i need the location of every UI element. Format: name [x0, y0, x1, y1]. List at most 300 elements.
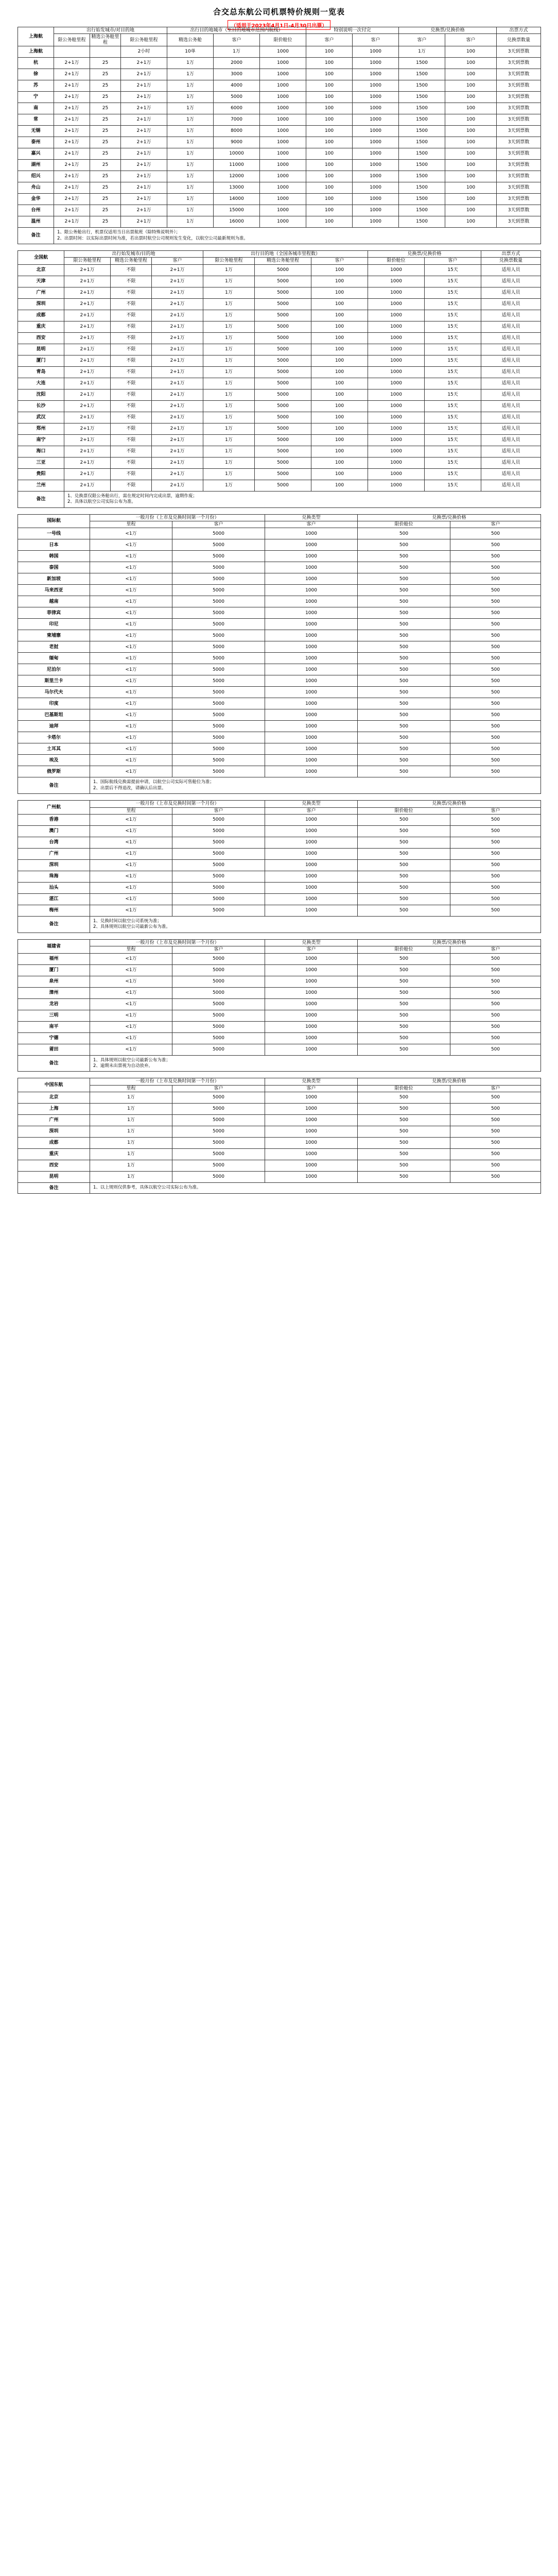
table-cell: 500: [450, 1044, 541, 1055]
sub-header: 限公务舱里程: [203, 258, 255, 264]
table-cell: 3天到票数: [497, 194, 541, 205]
row-destination: 柬埔寨: [18, 630, 90, 641]
table-cell: 5000: [172, 664, 265, 675]
table-cell: 不限: [111, 366, 152, 378]
table-cell: 500: [358, 1032, 450, 1044]
table-row: [18, 1021, 541, 1032]
table-cell: 1000: [260, 69, 306, 80]
table-cell: 不限: [111, 298, 152, 310]
note-text: [90, 916, 541, 933]
table-row: [18, 480, 541, 491]
table-cell: 100: [311, 457, 368, 468]
table-cell: 1000: [368, 321, 425, 332]
sub-header: 客户: [425, 258, 481, 264]
table-cell: [90, 46, 121, 58]
table-cell: 1万: [203, 412, 255, 423]
table-cell: 15天: [425, 412, 481, 423]
table-cell: 500: [358, 1104, 450, 1115]
sub-header: 客户: [450, 946, 541, 953]
sub-header: 客户: [265, 1085, 358, 1092]
table-cell: 2+1万: [54, 58, 90, 69]
table-row: [18, 332, 541, 344]
table-row: [18, 964, 541, 976]
table-cell: 500: [450, 596, 541, 607]
table-cell: 500: [450, 743, 541, 755]
table-cell: 16000: [214, 216, 260, 228]
table-cell: 3天到票数: [497, 137, 541, 148]
table-cell: 5000: [172, 1021, 265, 1032]
table-cell: 不限: [111, 446, 152, 457]
table-cell: 2+1万: [54, 148, 90, 160]
note-label: 备注: [18, 777, 90, 794]
table-cell: 1万: [90, 1126, 172, 1138]
table-cell: 5000: [255, 468, 311, 480]
table-cell: 100: [306, 148, 353, 160]
table-cell: 1000: [265, 551, 358, 562]
table-cell: 100: [311, 446, 368, 457]
table-row: [18, 825, 541, 837]
table-row: [18, 573, 541, 585]
table-cell: 2+1万: [54, 137, 90, 148]
table-cell: 100: [311, 298, 368, 310]
table-cell: 3天到票数: [497, 58, 541, 69]
table-cell: 1000: [260, 58, 306, 69]
table-row: [18, 1138, 541, 1149]
row-destination: 老挝: [18, 641, 90, 653]
table-cell: 5000: [172, 814, 265, 825]
table-cell: 500: [450, 1160, 541, 1172]
table-cell: 100: [445, 69, 497, 80]
table-cell: 2+1万: [152, 344, 203, 355]
row-destination: 沈阳: [18, 389, 64, 400]
table-row: [18, 1149, 541, 1160]
sub-header: 限公务舱里程: [54, 34, 90, 46]
row-destination: 北京: [18, 1092, 90, 1104]
table-cell: 5000: [172, 825, 265, 837]
sub-header: 客户: [172, 521, 265, 528]
table-cell: 500: [450, 528, 541, 539]
table-cell: 2+1万: [152, 366, 203, 378]
section-china: [18, 1078, 540, 1193]
column-header: 兑换票/兑换价格: [358, 939, 541, 946]
row-destination: 昆明: [18, 344, 64, 355]
note-line: 1、兑换票仅限公务舱出行，需在规定时间内完成出票，逾期作废；: [67, 493, 197, 499]
shanghai-rows: [18, 46, 541, 228]
row-destination: 迪拜: [18, 721, 90, 732]
table-cell: 5000: [172, 619, 265, 630]
table-cell: 适用人员: [481, 412, 541, 423]
table-row: [18, 596, 541, 607]
table-cell: 100: [311, 468, 368, 480]
table-cell: 500: [450, 814, 541, 825]
table-cell: 1500: [399, 69, 445, 80]
table-cell: 5000: [172, 953, 265, 964]
table-cell: 5000: [172, 573, 265, 585]
table-cell: 1000: [368, 412, 425, 423]
table-cell: 3天到票数: [497, 126, 541, 137]
table-cell: 5000: [255, 276, 311, 287]
row-destination: 常: [18, 114, 54, 126]
table-cell: 1万: [167, 171, 214, 182]
table-cell: 500: [450, 964, 541, 976]
table-cell: 1万: [203, 468, 255, 480]
table-cell: 1000: [265, 1032, 358, 1044]
section-hk: [18, 800, 540, 933]
table-cell: <1万: [90, 709, 172, 721]
table-row: [18, 400, 541, 412]
table-row: [18, 298, 541, 310]
table-cell: 5000: [255, 423, 311, 434]
table-cell: 1000: [353, 148, 399, 160]
table-cell: <1万: [90, 848, 172, 859]
table-cell: 2+1万: [152, 298, 203, 310]
table-cell: 5000: [172, 871, 265, 882]
table-cell: 2+1万: [121, 114, 167, 126]
table-cell: <1万: [90, 1032, 172, 1044]
table-cell: 5000: [172, 585, 265, 596]
table-row: [18, 732, 541, 743]
table-cell: 100: [445, 160, 497, 171]
table-cell: 1万: [203, 378, 255, 389]
table-cell: 2+1万: [121, 80, 167, 92]
table-cell: 1000: [353, 171, 399, 182]
table-cell: 1000: [265, 607, 358, 619]
table-cell: 适用人员: [481, 468, 541, 480]
section-title: 国际航: [18, 514, 90, 528]
table-cell: 1000: [265, 641, 358, 653]
table-cell: 500: [358, 1092, 450, 1104]
table-cell: 适用人员: [481, 287, 541, 298]
table-cell: 1万: [167, 216, 214, 228]
table-cell: 2+1万: [152, 434, 203, 446]
column-header: 兑换票/兑换价格: [358, 1078, 541, 1085]
table-cell: 2+1万: [64, 332, 111, 344]
table-cell: 1万: [203, 344, 255, 355]
table-row: [18, 893, 541, 905]
table-cell: 5000: [172, 562, 265, 573]
note-line: 1、国际航线兑换需提前申请，以航空公司实际可售舱位为准；: [93, 779, 214, 785]
table-cell: <1万: [90, 619, 172, 630]
table-cell: 15天: [425, 468, 481, 480]
table-cell: 25: [90, 194, 121, 205]
table-cell: 1万: [167, 103, 214, 114]
table-cell: <1万: [90, 732, 172, 743]
row-destination: 韩国: [18, 551, 90, 562]
table-cell: 15天: [425, 434, 481, 446]
china-rows: [18, 1092, 541, 1183]
table-row: [18, 766, 541, 777]
row-destination: 郑州: [18, 423, 64, 434]
table-cell: 1000: [265, 766, 358, 777]
table-cell: 1000: [260, 114, 306, 126]
table-cell: 1000: [353, 69, 399, 80]
table-cell: 适用人员: [481, 389, 541, 400]
intl-table: [18, 514, 541, 794]
table-cell: 100: [445, 46, 497, 58]
column-header: 出行目的地（全国各城市里程数）: [203, 250, 368, 257]
table-cell: 2+1万: [121, 126, 167, 137]
row-destination: 台湾: [18, 837, 90, 848]
table-cell: <1万: [90, 987, 172, 998]
row-destination: 南平: [18, 1021, 90, 1032]
table-cell: 1000: [353, 137, 399, 148]
table-row: [18, 953, 541, 964]
table-row: [18, 1104, 541, 1115]
table-cell: 14000: [214, 194, 260, 205]
national-table: [18, 250, 541, 508]
table-cell: 5000: [214, 92, 260, 103]
table-cell: <1万: [90, 585, 172, 596]
table-cell: <1万: [90, 573, 172, 585]
table-cell: 1万: [203, 321, 255, 332]
table-cell: 1000: [265, 964, 358, 976]
column-header: 特别说明一次付完: [306, 27, 399, 34]
sub-header: 里程: [90, 946, 172, 953]
table-cell: 500: [358, 551, 450, 562]
table-cell: 适用人员: [481, 310, 541, 321]
table-cell: 100: [445, 103, 497, 114]
table-cell: 5000: [255, 298, 311, 310]
table-row: [18, 882, 541, 893]
table-cell: 1000: [353, 160, 399, 171]
table-row: [18, 641, 541, 653]
table-cell: 100: [311, 423, 368, 434]
table-row: [18, 366, 541, 378]
table-cell: 500: [358, 709, 450, 721]
table-row: [18, 423, 541, 434]
table-cell: 500: [358, 653, 450, 664]
table-cell: 100: [311, 344, 368, 355]
table-cell: 1000: [265, 953, 358, 964]
table-cell: 2+1万: [152, 412, 203, 423]
note-label: 备注: [18, 1055, 90, 1072]
table-row: [18, 607, 541, 619]
table-cell: 1万: [203, 400, 255, 412]
table-cell: 1万: [167, 160, 214, 171]
table-cell: 5000: [172, 837, 265, 848]
table-cell: 2+1万: [64, 434, 111, 446]
table-cell: 5000: [172, 1138, 265, 1149]
note-text: [90, 1183, 541, 1193]
table-cell: 5000: [172, 675, 265, 687]
table-cell: 100: [306, 137, 353, 148]
table-cell: 2+1万: [121, 92, 167, 103]
column-header: 兑换类型: [265, 801, 358, 807]
table-cell: 2+1万: [64, 355, 111, 366]
row-destination: 长沙: [18, 400, 64, 412]
table-row: [18, 276, 541, 287]
row-destination: 大连: [18, 378, 64, 389]
table-cell: 2+1万: [54, 114, 90, 126]
table-cell: <1万: [90, 755, 172, 766]
table-cell: [54, 46, 90, 58]
table-cell: 不限: [111, 423, 152, 434]
table-cell: 2+1万: [54, 80, 90, 92]
table-cell: 1500: [399, 216, 445, 228]
table-cell: 5000: [172, 1104, 265, 1115]
table-cell: 500: [450, 1092, 541, 1104]
table-cell: 2+1万: [64, 457, 111, 468]
table-cell: 15天: [425, 400, 481, 412]
table-cell: 1000: [353, 103, 399, 114]
row-destination: 泰国: [18, 562, 90, 573]
section-title: 中国东航: [18, 1078, 90, 1092]
table-cell: 1500: [399, 205, 445, 216]
table-cell: 1000: [265, 814, 358, 825]
table-cell: 2+1万: [121, 205, 167, 216]
table-cell: 1万: [167, 92, 214, 103]
row-destination: 舟山: [18, 182, 54, 194]
table-cell: 1000: [260, 46, 306, 58]
table-cell: 2+1万: [152, 287, 203, 298]
table-row: [18, 562, 541, 573]
table-cell: 1000: [265, 987, 358, 998]
table-cell: 不限: [111, 457, 152, 468]
table-cell: 25: [90, 58, 121, 69]
row-destination: 俄罗斯: [18, 766, 90, 777]
row-destination: 南宁: [18, 434, 64, 446]
sub-header: 限价舱位: [358, 946, 450, 953]
sub-header: 客户: [445, 34, 497, 46]
row-destination: 土耳其: [18, 743, 90, 755]
table-row: [18, 114, 541, 126]
row-destination: 福州: [18, 953, 90, 964]
table-cell: 15天: [425, 446, 481, 457]
table-cell: 适用人员: [481, 264, 541, 276]
table-row: [18, 1160, 541, 1172]
table-cell: 100: [445, 182, 497, 194]
table-cell: 3天到票数: [497, 216, 541, 228]
table-cell: 1500: [399, 137, 445, 148]
table-cell: <1万: [90, 630, 172, 641]
table-row: [18, 1010, 541, 1021]
table-cell: 1000: [368, 332, 425, 344]
sub-header: 客户: [265, 807, 358, 814]
column-header: 一般月份（上市及兑换时间第一个月份）: [90, 939, 265, 946]
table-row: [18, 1126, 541, 1138]
table-cell: 1000: [265, 539, 358, 551]
section-title: 全国航: [18, 250, 64, 264]
table-cell: 2+1万: [121, 103, 167, 114]
table-cell: 500: [450, 859, 541, 871]
table-cell: 5000: [172, 607, 265, 619]
sub-header: 客户: [152, 258, 203, 264]
table-cell: 2+1万: [121, 58, 167, 69]
table-row: [18, 551, 541, 562]
table-cell: 100: [306, 58, 353, 69]
table-cell: 1万: [203, 389, 255, 400]
column-header: 兑换票/兑换价格: [399, 27, 497, 34]
table-cell: 1000: [260, 171, 306, 182]
table-cell: 2+1万: [54, 194, 90, 205]
column-header: 一般月份（上市及兑换时间第一个月份）: [90, 1078, 265, 1085]
table-cell: <1万: [90, 698, 172, 709]
row-destination: 天津: [18, 276, 64, 287]
row-destination: 三明: [18, 1010, 90, 1021]
row-destination: 梅州: [18, 905, 90, 916]
column-header: 兑换类型: [265, 939, 358, 946]
row-destination: 嘉兴: [18, 148, 54, 160]
sub-header: 限价舱位: [358, 1085, 450, 1092]
table-cell: 适用人员: [481, 366, 541, 378]
table-cell: 1000: [265, 619, 358, 630]
table-cell: 1000: [265, 1138, 358, 1149]
row-destination: 重庆: [18, 1149, 90, 1160]
table-cell: 500: [450, 998, 541, 1010]
table-cell: <1万: [90, 562, 172, 573]
table-cell: 1000: [265, 743, 358, 755]
table-cell: 适用人员: [481, 446, 541, 457]
table-cell: 5000: [172, 859, 265, 871]
table-cell: 500: [450, 585, 541, 596]
table-cell: 1000: [265, 1126, 358, 1138]
table-cell: 适用人员: [481, 423, 541, 434]
table-cell: 100: [445, 194, 497, 205]
table-cell: 5000: [255, 434, 311, 446]
table-row: [18, 126, 541, 137]
table-row: [18, 46, 541, 58]
table-cell: 不限: [111, 310, 152, 321]
note-label: 备注: [18, 1183, 90, 1193]
table-cell: 5000: [172, 698, 265, 709]
table-cell: 2+1万: [64, 344, 111, 355]
table-cell: 100: [445, 171, 497, 182]
row-destination: 台州: [18, 205, 54, 216]
table-cell: 500: [358, 848, 450, 859]
table-cell: 500: [450, 641, 541, 653]
table-cell: 25: [90, 137, 121, 148]
table-cell: 500: [450, 1172, 541, 1183]
note-line: 1、以上规则仅供参考，具体以航空公司实际公布为准。: [93, 1185, 201, 1191]
table-cell: 适用人员: [481, 480, 541, 491]
table-cell: 1000: [265, 848, 358, 859]
table-cell: 2+1万: [64, 480, 111, 491]
table-cell: 2+1万: [64, 423, 111, 434]
table-cell: 500: [450, 1126, 541, 1138]
row-destination: 越南: [18, 596, 90, 607]
table-cell: 2+1万: [64, 412, 111, 423]
table-cell: <1万: [90, 953, 172, 964]
table-row: [18, 814, 541, 825]
table-cell: 1500: [399, 92, 445, 103]
table-cell: 1500: [399, 103, 445, 114]
table-cell: 1000: [368, 446, 425, 457]
table-cell: <1万: [90, 687, 172, 698]
table-cell: 不限: [111, 321, 152, 332]
row-destination: 绍兴: [18, 171, 54, 182]
sub-header: 精选公务舱里程: [111, 258, 152, 264]
table-cell: 500: [450, 619, 541, 630]
table-row: [18, 653, 541, 664]
table-cell: 500: [358, 905, 450, 916]
table-cell: 500: [358, 528, 450, 539]
table-cell: 不限: [111, 276, 152, 287]
hk-rows: [18, 814, 541, 916]
table-cell: 8000: [214, 126, 260, 137]
table-cell: 100: [311, 400, 368, 412]
table-cell: 3天到票数: [497, 205, 541, 216]
table-cell: 15000: [214, 205, 260, 216]
table-cell: 100: [445, 216, 497, 228]
table-row: [18, 344, 541, 355]
table-cell: 不限: [111, 287, 152, 298]
table-row: [18, 216, 541, 228]
table-cell: 1000: [368, 434, 425, 446]
table-cell: 1000: [353, 80, 399, 92]
section-national: [18, 250, 540, 508]
table-cell: 2000: [214, 58, 260, 69]
table-cell: 3天到票数: [497, 46, 541, 58]
